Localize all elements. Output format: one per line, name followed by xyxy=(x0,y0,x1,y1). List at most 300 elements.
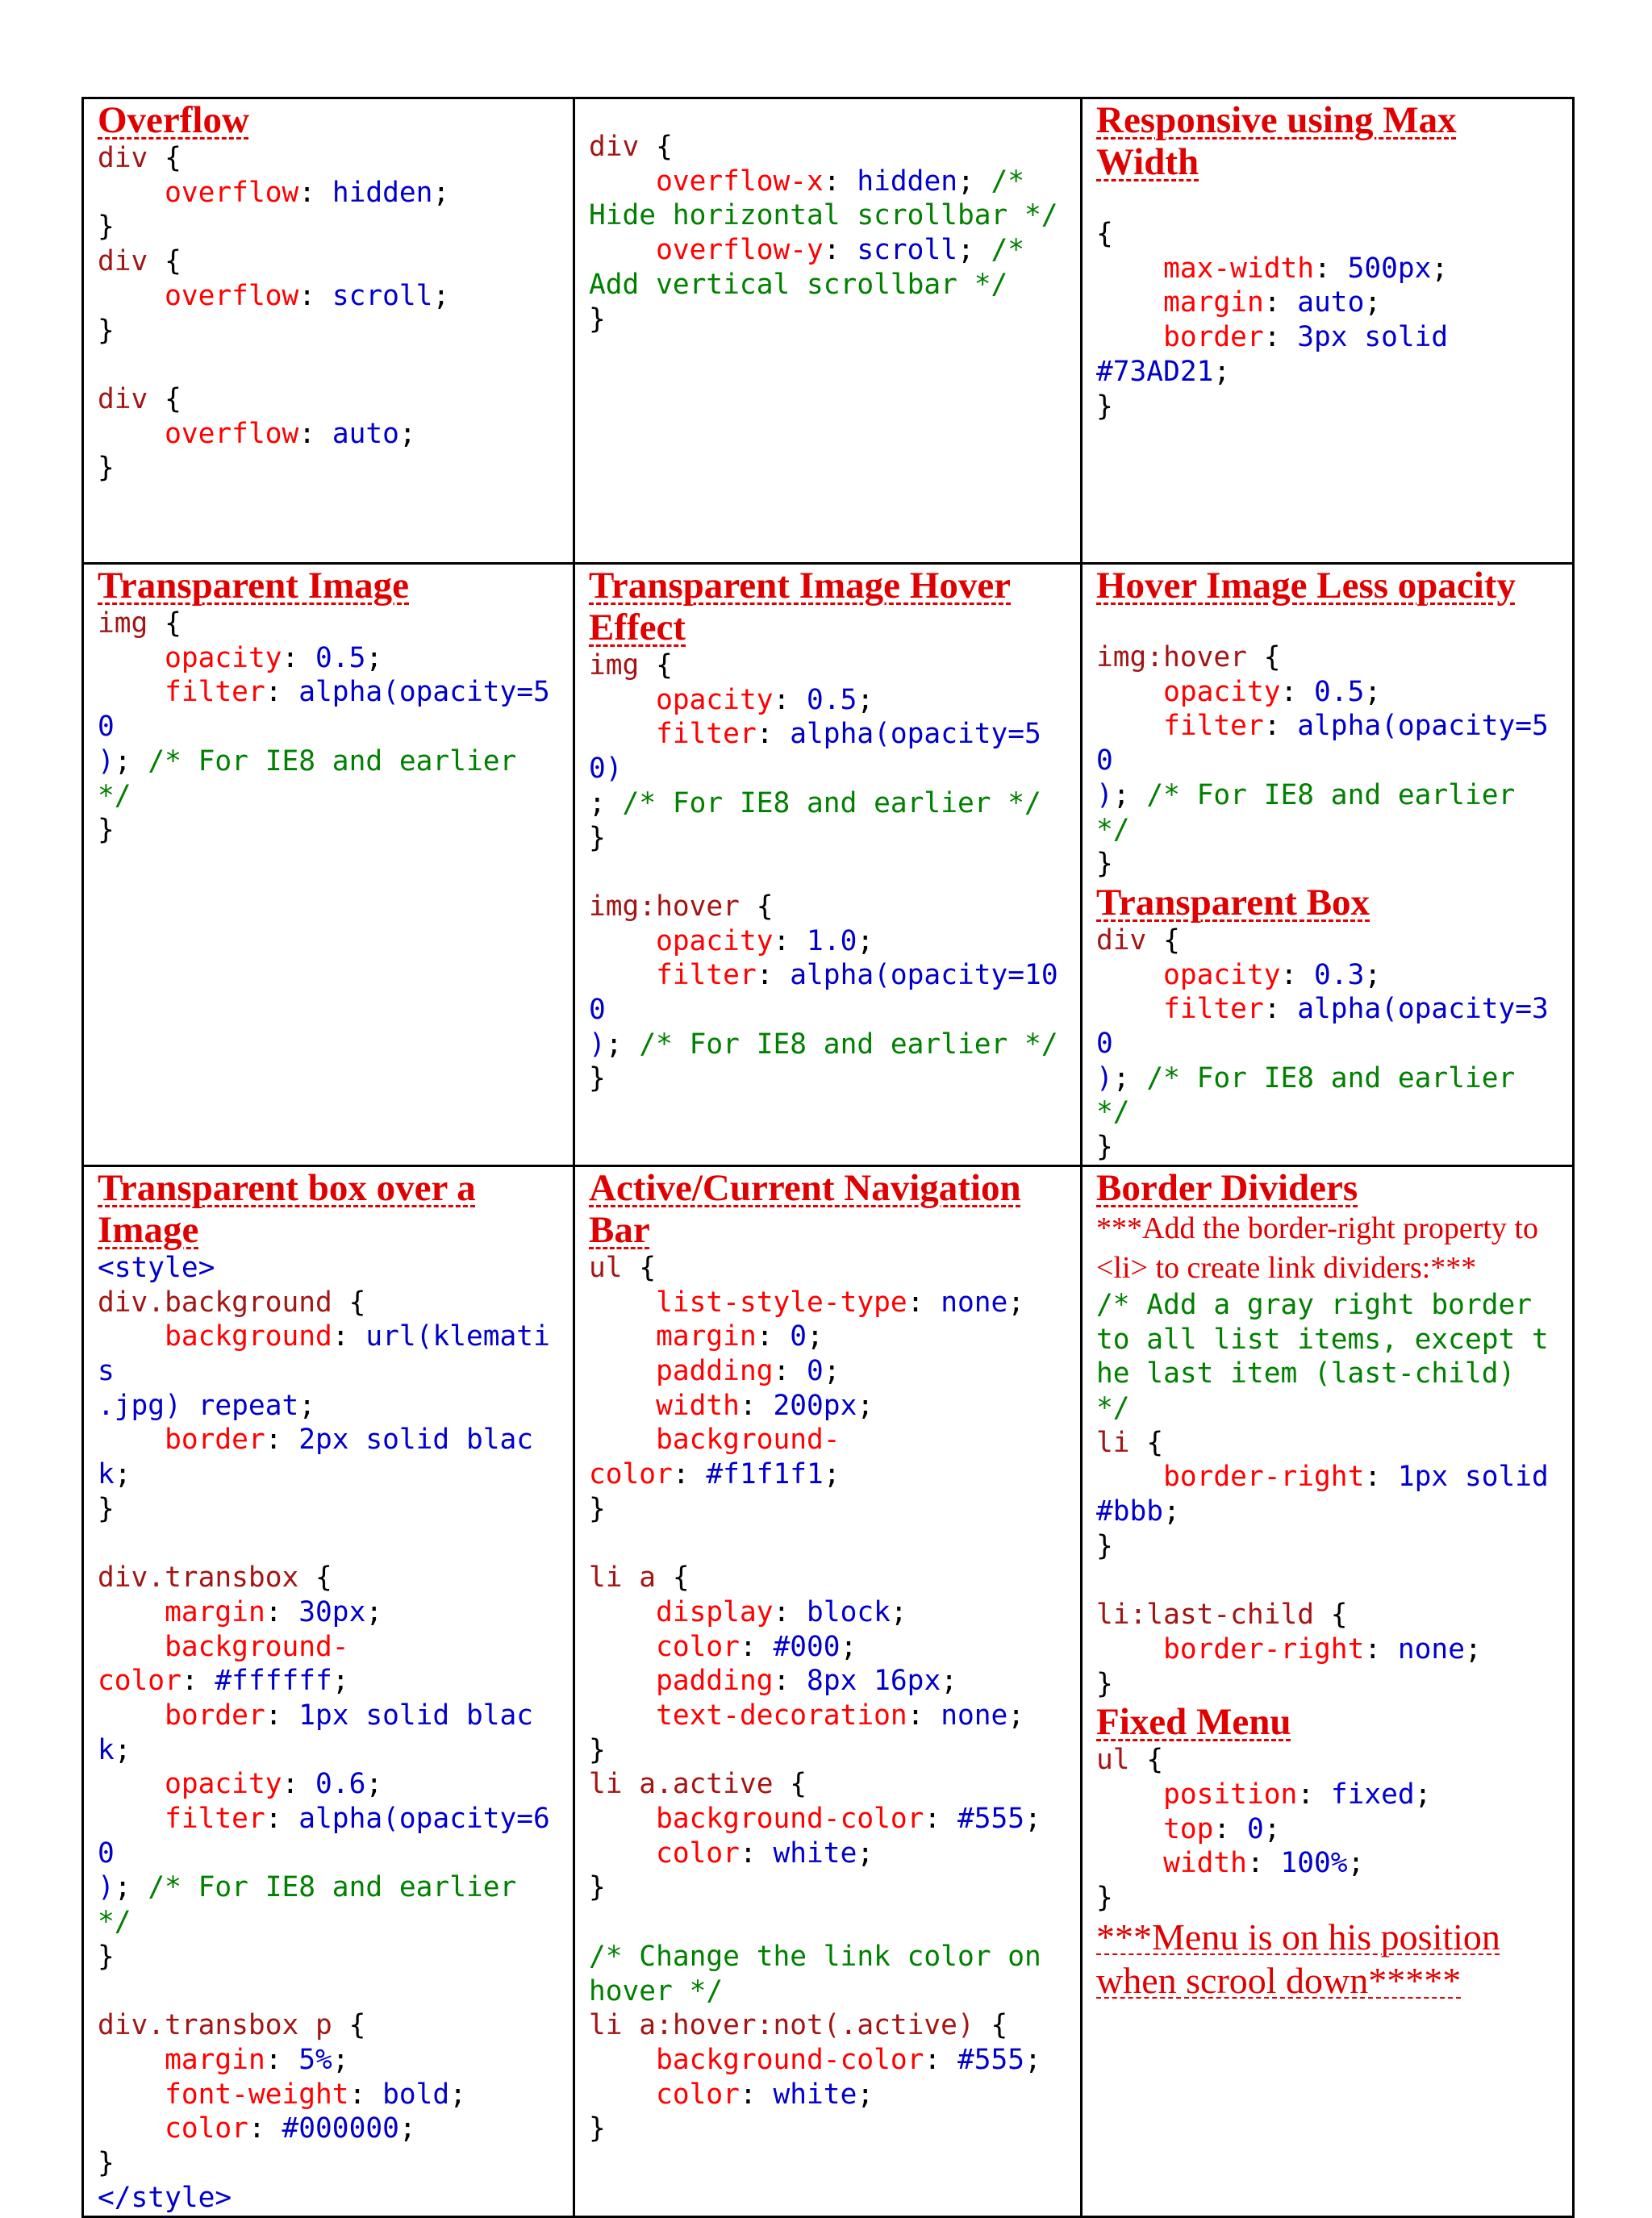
code-token: { xyxy=(148,607,181,640)
code-token: ; xyxy=(807,1320,824,1353)
code-snippet xyxy=(98,607,560,848)
code-token: ul xyxy=(589,1251,623,1284)
code-token: overflow-y xyxy=(656,234,824,267)
code-token: /* For IE8 and earlier */ xyxy=(1096,1061,1533,1129)
code-token: color xyxy=(656,2078,740,2111)
cell-overflow xyxy=(83,98,574,564)
code-token: ; xyxy=(1112,1061,1147,1094)
code-token: /* For IE8 and earlier */ xyxy=(639,1028,1058,1061)
code-token: ) xyxy=(98,1871,115,1904)
code-token: { xyxy=(332,1286,366,1319)
code-block xyxy=(1096,923,1559,1165)
code-token: div xyxy=(98,382,148,415)
code-token xyxy=(589,1320,656,1353)
cell-transparent-hover xyxy=(574,564,1082,1166)
code-token xyxy=(589,2078,656,2111)
code-token xyxy=(1096,993,1163,1025)
code-token: li a:hover:not(.active) xyxy=(589,2009,974,2042)
code-token xyxy=(589,1665,656,1697)
code-token: none xyxy=(1397,1632,1465,1666)
code-token: url(klematis xyxy=(98,1320,550,1387)
code-token: auto xyxy=(1297,286,1365,319)
code-token: : xyxy=(924,2043,957,2076)
code-token: img:hover xyxy=(589,890,740,923)
code-token: { xyxy=(148,142,181,174)
code-token: : xyxy=(332,1320,366,1353)
code-token: : xyxy=(756,1320,791,1353)
code-token: opacity xyxy=(165,1768,282,1801)
code-token: ; xyxy=(398,2112,416,2145)
code-token: 0 xyxy=(1246,1812,1264,1845)
code-token xyxy=(98,418,165,450)
code-token xyxy=(98,1596,165,1628)
code-snippet xyxy=(1096,1743,1559,1916)
code-token: } xyxy=(1096,848,1113,881)
code-token: div.background xyxy=(98,1286,332,1319)
code-token: ; xyxy=(114,744,148,778)
code-block xyxy=(589,890,1067,1096)
code-token: } xyxy=(98,2147,115,2180)
code-token: alpha(opacity=100 xyxy=(589,959,1058,1027)
code-token: 1px solid black xyxy=(98,1699,534,1766)
code-token: ; xyxy=(1347,1847,1365,1880)
code-token: list-style-type xyxy=(656,1286,907,1319)
code-token: ; xyxy=(1431,252,1449,285)
code-token: { xyxy=(656,1561,690,1595)
code-token xyxy=(1096,1813,1163,1845)
code-token: /* For IE8 and earlier */ xyxy=(1096,778,1533,846)
code-token: : xyxy=(907,1286,941,1319)
cell-responsive xyxy=(1082,98,1574,564)
code-token xyxy=(98,280,165,312)
code-token: : xyxy=(298,279,332,312)
code-block xyxy=(98,382,560,486)
code-token: overflow xyxy=(165,417,299,450)
cell-transparent-image xyxy=(83,564,574,1166)
code-token: top xyxy=(1163,1812,1214,1845)
code-token: : xyxy=(1280,958,1315,991)
code-token: width xyxy=(1163,1847,1247,1880)
code-token: background-color xyxy=(656,1803,924,1836)
code-token: li a.active xyxy=(589,1768,774,1801)
code-token: } xyxy=(589,1871,606,1904)
code-token: 5% xyxy=(298,2043,332,2076)
code-token: ; xyxy=(941,1665,957,1698)
code-token: opacity xyxy=(1163,675,1281,708)
code-token: ; xyxy=(1364,286,1382,319)
code-token: { xyxy=(1146,923,1180,957)
code-token: } xyxy=(1096,1131,1113,1164)
code-snippet xyxy=(589,648,1067,1096)
code-token: 200px xyxy=(773,1389,857,1422)
code-token: { xyxy=(974,2009,1008,2042)
code-token: : xyxy=(265,2043,299,2076)
code-token: /* For IE8 and earlier */ xyxy=(98,1871,534,1939)
code-snippet xyxy=(98,1251,560,2216)
code-token: : xyxy=(756,718,791,751)
code-token xyxy=(589,1837,656,1870)
code-token xyxy=(1096,710,1163,742)
code-token: : xyxy=(1213,1812,1247,1845)
code-token: } xyxy=(98,1492,115,1525)
code-snippet xyxy=(1096,923,1559,1165)
code-token: Add vertical scrollbar */ xyxy=(589,268,1008,301)
code-token xyxy=(589,165,656,198)
code-token: margin xyxy=(1163,286,1264,319)
code-token: div xyxy=(589,131,640,163)
code-token: overflow-x xyxy=(656,165,824,198)
code-token: : xyxy=(1263,710,1298,743)
code-token: } xyxy=(589,1733,606,1766)
code-token: : xyxy=(282,1768,316,1801)
code-snippet xyxy=(1096,640,1559,882)
code-token: ; xyxy=(857,2078,874,2111)
code-token: : xyxy=(1263,286,1298,319)
code-token xyxy=(589,2044,656,2076)
code-token: : xyxy=(1364,1632,1398,1666)
code-token: 2px solid black xyxy=(98,1424,534,1491)
code-token: { xyxy=(639,649,673,682)
code-token: max-width xyxy=(1163,252,1315,285)
code-token: /* xyxy=(991,165,1025,198)
cell-title: Overflow xyxy=(98,99,249,141)
code-token: : xyxy=(1364,1461,1398,1494)
code-token xyxy=(589,959,656,991)
code-token: margin xyxy=(165,2043,265,2076)
code-token: bold xyxy=(382,2078,450,2111)
code-block xyxy=(1096,1288,1559,1564)
code-token: ) xyxy=(98,744,115,778)
cell-subtitle: Transparent Box xyxy=(1096,881,1370,923)
cell-title: Hover Image Less opacity xyxy=(1096,565,1516,607)
code-token: ; xyxy=(1007,1286,1025,1319)
code-token: ; xyxy=(365,1595,383,1628)
code-token: #bbb xyxy=(1096,1495,1164,1528)
code-token: ; xyxy=(298,1389,316,1422)
code-token: ; xyxy=(857,1837,874,1870)
code-token: filter xyxy=(1163,993,1264,1026)
code-token: 8px 16px xyxy=(807,1665,941,1698)
code-token: } xyxy=(98,452,115,485)
code-token xyxy=(1096,1778,1163,1811)
code-block xyxy=(98,2008,560,2215)
code-token xyxy=(589,925,656,957)
code-block xyxy=(1096,1743,1559,1916)
code-block xyxy=(589,1561,1067,1905)
code-token: : xyxy=(265,1424,299,1457)
cell-title: Responsive using Max Width xyxy=(1096,99,1457,183)
code-token: ; xyxy=(1112,778,1147,811)
code-token xyxy=(98,1320,165,1353)
code-token: ; xyxy=(365,1768,383,1801)
code-token: ; xyxy=(1163,1495,1180,1528)
code-token: display xyxy=(656,1595,774,1628)
code-snippet xyxy=(1096,217,1559,423)
code-token: ) xyxy=(1096,778,1113,811)
code-token: margin xyxy=(165,1595,265,1628)
code-token: /* Add a gray right border to all list items, except the last item (last-child) */ xyxy=(1096,1288,1549,1424)
code-token: 0 xyxy=(790,1320,807,1353)
code-snippet xyxy=(98,141,560,486)
cell-title: Border Dividers xyxy=(1096,1166,1358,1209)
code-token: : xyxy=(282,641,316,674)
code-token xyxy=(589,1631,656,1663)
code-token xyxy=(589,1803,656,1835)
code-token: } xyxy=(1096,1882,1113,1915)
code-token: ; xyxy=(957,165,991,198)
cell-title: Transparent Image Hover Effect xyxy=(589,565,1012,648)
code-token xyxy=(98,1699,165,1732)
code-token: /* Change the link color on hover */ xyxy=(589,1940,1058,2007)
code-token: ; xyxy=(1024,1803,1041,1836)
code-token: ; xyxy=(957,234,991,267)
code-token: opacity xyxy=(656,683,774,716)
code-token: #000000 xyxy=(282,2112,399,2145)
code-token: alpha(opacity=50 xyxy=(98,676,550,744)
code-token: padding xyxy=(656,1354,774,1387)
code-token: filter xyxy=(656,959,757,992)
code-token: : xyxy=(265,1699,299,1732)
code-block xyxy=(1096,640,1559,882)
code-token: ; xyxy=(1024,2043,1041,2076)
code-token: 500px xyxy=(1347,252,1432,285)
code-token: alpha(opacity=50) xyxy=(589,718,1041,786)
code-token: alpha(opacity=30 xyxy=(1096,993,1549,1061)
code-token: div xyxy=(1096,923,1147,957)
code-token: ; xyxy=(432,279,450,312)
cell-note: ***Add the border-right property to <li> to create link dividers:*** xyxy=(1096,1211,1538,1285)
code-token: background xyxy=(165,1320,332,1353)
code-token: { xyxy=(148,245,181,278)
code-token: ; xyxy=(823,1354,841,1387)
cell-hover-less xyxy=(1082,564,1574,1166)
code-token: ul xyxy=(1096,1744,1130,1777)
code-token: 0.5 xyxy=(315,641,366,674)
code-token: white xyxy=(773,2078,857,2111)
code-token: : xyxy=(823,165,857,198)
code-token: { xyxy=(622,1251,657,1284)
code-token: : xyxy=(1280,675,1315,708)
code-token: div.transbox xyxy=(98,1561,299,1595)
code-token xyxy=(589,718,656,750)
code-token xyxy=(589,1355,656,1387)
code-token: white xyxy=(773,1837,857,1870)
code-token: 30px xyxy=(298,1595,366,1628)
code-token: : xyxy=(773,1595,807,1628)
code-token: .jpg) repeat xyxy=(98,1389,299,1422)
code-token: 1.0 xyxy=(807,924,857,957)
code-token: } xyxy=(1096,390,1113,423)
code-token: : xyxy=(298,176,332,209)
code-token xyxy=(1096,321,1163,353)
code-token: 0.6 xyxy=(315,1768,366,1801)
code-token xyxy=(98,1424,165,1456)
code-snippet xyxy=(589,1251,1067,2146)
code-token: : xyxy=(773,1665,807,1698)
cell-title: Transparent Image xyxy=(98,565,410,607)
code-token: : xyxy=(265,1803,299,1836)
code-block xyxy=(98,1251,560,1527)
code-token: { xyxy=(1129,1744,1164,1777)
code-block xyxy=(1096,1598,1559,1701)
code-token: opacity xyxy=(165,641,282,674)
cell-title: Transparent box over a Image xyxy=(98,1166,476,1251)
code-token: : xyxy=(773,683,807,716)
code-token: : xyxy=(1246,1847,1281,1880)
code-token: #555 xyxy=(957,1803,1025,1836)
code-token: div xyxy=(98,142,148,174)
code-token: ; xyxy=(1263,1812,1281,1845)
code-token: ; xyxy=(840,1630,857,1663)
code-token: 100% xyxy=(1280,1847,1348,1880)
code-token: } xyxy=(1096,1529,1113,1562)
code-snippet xyxy=(1096,1288,1559,1701)
code-token: width xyxy=(656,1389,740,1422)
code-token xyxy=(1096,1847,1163,1879)
code-token: } xyxy=(589,821,606,854)
code-token: #73AD21 xyxy=(1096,355,1214,388)
code-token: ; xyxy=(1464,1632,1482,1666)
code-token: 0 xyxy=(807,1354,824,1387)
code-token: } xyxy=(589,1062,606,1095)
code-token: { xyxy=(639,131,673,163)
code-token xyxy=(589,1424,656,1456)
code-token: : xyxy=(1314,252,1348,285)
code-token: : xyxy=(348,2078,383,2111)
code-token: filter xyxy=(656,718,757,751)
code-token: #000 xyxy=(773,1630,841,1663)
code-token: : xyxy=(265,1595,299,1628)
code-token: /* For IE8 and earlier */ xyxy=(622,786,1041,819)
code-token: : xyxy=(298,417,332,450)
code-snippet xyxy=(589,130,1067,336)
code-block xyxy=(589,648,1067,855)
code-token: auto xyxy=(332,417,399,450)
code-token: border-right xyxy=(1163,1461,1365,1494)
code-token: font-weight xyxy=(165,2078,349,2111)
code-token: { xyxy=(1314,1599,1348,1632)
code-token xyxy=(589,234,656,266)
code-token: scroll xyxy=(332,279,433,312)
code-token: scroll xyxy=(857,234,957,267)
code-token: margin xyxy=(656,1320,757,1353)
code-token xyxy=(1096,959,1163,991)
code-token xyxy=(98,2078,165,2111)
code-token: ; xyxy=(857,924,874,957)
code-token: opacity xyxy=(1163,958,1281,991)
code-token: ; xyxy=(114,1733,131,1766)
code-token: ; xyxy=(1364,675,1382,708)
code-token: #555 xyxy=(957,2043,1025,2076)
code-token: filter xyxy=(1163,710,1264,743)
code-token: img xyxy=(98,607,148,640)
css-cheatsheet-table xyxy=(81,97,1575,2218)
code-token: : xyxy=(756,959,791,992)
code-token: hidden xyxy=(332,176,433,209)
code-token xyxy=(98,642,165,674)
code-token: alpha(opacity=60 xyxy=(98,1803,550,1870)
code-token: color xyxy=(165,2112,248,2145)
code-token: border xyxy=(1163,321,1264,354)
code-token: li xyxy=(1096,1426,1130,1459)
code-token: ; xyxy=(605,1028,640,1061)
code-token: { xyxy=(298,1561,332,1595)
code-token: : xyxy=(924,1803,957,1836)
code-block xyxy=(98,1561,560,1974)
code-token: } xyxy=(1096,1667,1113,1700)
code-token xyxy=(98,1768,165,1800)
code-token: ; xyxy=(1414,1778,1432,1811)
code-token: li a xyxy=(589,1561,657,1595)
code-block xyxy=(98,607,560,848)
code-token: { xyxy=(739,890,774,923)
code-token: ; xyxy=(890,1595,907,1628)
code-token: color xyxy=(98,1665,181,1698)
code-token: 0.3 xyxy=(1314,958,1365,991)
code-token: 3px solid xyxy=(1297,321,1449,354)
code-token: color xyxy=(656,1837,740,1870)
code-token: { xyxy=(332,2009,366,2042)
cell-title: Active/Current Navigation Bar xyxy=(589,1166,1021,1251)
cell-dividers xyxy=(1082,1165,1574,2216)
code-token: border xyxy=(165,1699,265,1732)
code-token: Hide horizontal scrollbar */ xyxy=(589,199,1058,232)
code-token: text-decoration xyxy=(656,1699,907,1732)
code-token: } xyxy=(98,211,115,244)
code-token: : xyxy=(672,1458,707,1491)
code-token: <style> xyxy=(98,1251,215,1284)
code-token: block xyxy=(807,1595,891,1628)
code-token: ) xyxy=(1096,1061,1113,1094)
code-token: : xyxy=(739,1630,774,1663)
code-token: #ffffff xyxy=(215,1665,332,1698)
code-token: div xyxy=(98,245,148,278)
code-token: /* For IE8 and earlier */ xyxy=(98,744,534,812)
code-token xyxy=(1096,1633,1163,1666)
code-token: /* xyxy=(991,234,1025,267)
code-token: : xyxy=(248,2112,282,2145)
code-token xyxy=(589,1286,656,1319)
code-token: ; xyxy=(823,1458,841,1491)
cell-overflow-x xyxy=(574,98,1082,564)
code-token: { xyxy=(1096,218,1113,250)
code-token: position xyxy=(1163,1778,1298,1811)
code-block xyxy=(589,130,1067,336)
code-token xyxy=(1096,252,1163,285)
code-token: : xyxy=(907,1699,941,1732)
code-token: { xyxy=(1129,1426,1164,1459)
code-token: 0.5 xyxy=(807,683,857,716)
code-block xyxy=(1096,217,1559,423)
code-token xyxy=(98,2112,165,2145)
code-token xyxy=(589,1390,656,1422)
code-token: background- xyxy=(165,1630,349,1663)
code-block xyxy=(98,141,560,348)
code-block xyxy=(589,1251,1067,1527)
code-token: ; xyxy=(114,1458,131,1491)
code-token: ; xyxy=(1007,1699,1025,1732)
code-token: color xyxy=(589,1458,673,1491)
code-token: ; xyxy=(449,2078,466,2111)
code-token: : xyxy=(1297,1778,1331,1811)
code-token: : xyxy=(773,1354,807,1387)
code-token: ; xyxy=(857,683,874,716)
code-token: ; xyxy=(365,641,383,674)
cell-navbar xyxy=(574,1165,1082,2216)
code-token: : xyxy=(739,2078,774,2111)
code-token xyxy=(1096,676,1163,708)
code-token: { xyxy=(1246,641,1281,673)
